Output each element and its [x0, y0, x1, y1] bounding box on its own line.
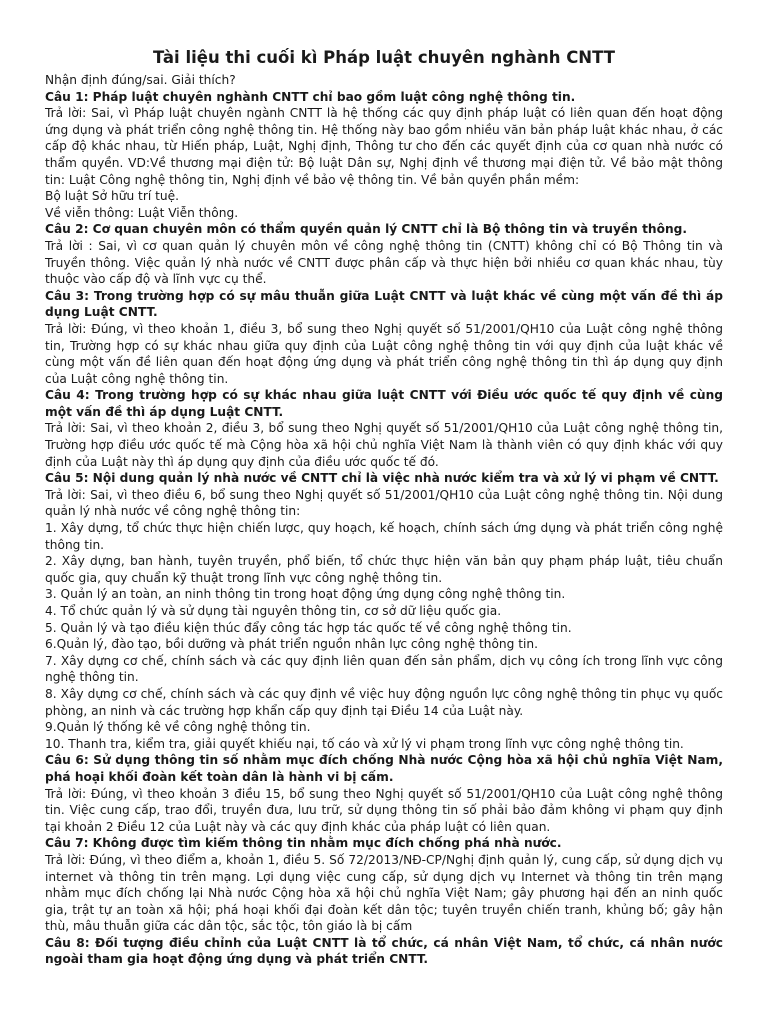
- answer-paragraph: 9.Quản lý thống kê về công nghệ thông tin.: [45, 720, 311, 735]
- answer-paragraph: 4. Tổ chức quản lý và sử dụng tài nguyên thông tin, cơ sở dữ liệu quốc gia.: [45, 604, 502, 618]
- answer-paragraph: 5. Quản lý và tạo điều kiện thúc đẩy công tác hợp tác quốc tế về công nghệ thông tin.: [45, 620, 572, 635]
- answer-paragraph: 10. Thanh tra, kiểm tra, giải quyết khiếu nại, tố cáo và xử lý vi phạm trong lĩnh vực công nghệ thông tin.: [45, 736, 684, 751]
- answer-paragraph: 1. Xây dựng, tổ chức thực hiện chiến lược, quy hoạch, kế hoạch, chính sách ứng dụng và phát triển công nghệ thông tin.: [45, 521, 723, 552]
- question-heading: Câu 1: Pháp luật chuyên nghành CNTT chỉ bao gồm luật công nghệ thông tin.: [45, 89, 576, 104]
- answer-paragraph: Trả lời: Đúng, vì theo khoản 1, điều 3, bổ sung theo Nghị quyết số 51/2001/QH10 của Luật công nghệ thông tin, Trường hợp có sự khác nhau giữa quy định của Luật công nghệ thông tin với quy định của luật khác về cùng một vấn đề liên quan đến hoạt động ứng dụng và phát triển công nghệ thông tin thì áp dụng quy định của Luật công nghệ thông tin.: [45, 321, 723, 386]
- answer-paragraph: Trả lời: Đúng, vì theo điểm a, khoản 1, điều 5. Số 72/2013/NĐ-CP/Nghị định quản lý, cung cấp, sử dụng dịch vụ internet và thông tin trên mạng. Lợi dụng việc cung cấp, sử dụng dịch vụ Internet và thông tin trên mạng nhằm mục đích chống lại Nhà nước Cộng hòa xã hội chủ nghĩa Việt Nam; gây phương hại đến an ninh quốc gia, trật tự an toàn xã hội; phá hoại khối đại đoàn kết dân tộc; tuyên truyền chiến tranh, khủng bố; gây hận thù, mâu thuẫn giữa các dân tộc, sắc tộc, tôn giáo là bị cấm: [45, 852, 723, 934]
- answer-paragraph: Trả lời : Sai, vì cơ quan quản lý chuyên môn về công nghệ thông tin (CNTT) không chỉ có Bộ Thông tin và Truyền thông. Việc quản lý nhà nước về CNTT được phân cấp và thực hiện bởi nhiều cơ quan khác nhau, tùy thuộc vào cấp độ và lĩnh vực cụ thể.: [45, 238, 723, 287]
- question-heading: Câu 5: Nội dung quản lý nhà nước về CNTT chỉ là việc nhà nước kiểm tra và xử lý vi phạm về CNTT.: [45, 471, 719, 486]
- answer-paragraph: 6.Quản lý, đào tạo, bồi dưỡng và phát triển nguồn nhân lực công nghệ thông tin.: [45, 637, 539, 652]
- question-heading: Câu 3: Trong trường hợp có sự mâu thuẫn giữa Luật CNTT và luật khác về cùng một vấn đề thì áp dụng Luật CNTT.: [45, 288, 723, 320]
- document-body: [45, 72, 723, 968]
- answer-paragraph: Trả lời: Sai, vì Pháp luật chuyên ngành CNTT là hệ thống các quy định pháp luật có liên quan đến hoạt động ứng dụng và phát triển công nghệ thông tin. Hệ thống này bao gồm nhiều văn bản pháp luật khác nhau, ở các cấp độ khác nhau, từ Hiến pháp, Luật, Nghị định, Thông tư cho đến các quyết định của cơ quan nhà nước có thẩm quyền. VD:Về thương mại điện tử: Bộ luật Dân sự, Nghị định về thương mại điện tử. Về bảo mật thông tin: Luật Công nghệ thông tin, Nghị định về bảo vệ thông tin. Về bản quyền phần mềm:: [45, 106, 723, 187]
- answer-paragraph: Trả lời: Sai, vì theo điều 6, bổ sung theo Nghị quyết số 51/2001/QH10 của Luật công nghệ thông tin. Nội dung quản lý nhà nước về công nghệ thông tin:: [45, 487, 723, 519]
- answer-paragraph: Trả lời: Đúng, vì theo khoản 3 điều 15, bổ sung theo Nghị quyết số 51/2001/QH10 của Luật công nghệ thông tin. Việc cung cấp, trao đổi, truyền đưa, lưu trữ, sử dụng thông tin số phải bảo đảm không vi phạm quy định tại khoản 2 Điều 12 của Luật này và các quy định khác của pháp luật có liên quan.: [45, 786, 723, 834]
- answer-paragraph: 8. Xây dựng cơ chế, chính sách và các quy định về việc huy động nguồn lực công nghệ thông tin phục vụ quốc phòng, an ninh và các trường hợp khẩn cấp quy định tại Điều 14 của Luật này.: [45, 686, 723, 718]
- question-heading: Câu 4: Trong trường hợp có sự khác nhau giữa luật CNTT với Điều ước quốc tế quy định về cùng một vấn đề thì áp dụng Luật CNTT.: [45, 388, 723, 419]
- answer-paragraph: 2. Xây dựng, ban hành, tuyên truyền, phổ biến, tổ chức thực hiện văn bản quy phạm pháp luật, tiêu chuẩn quốc gia, quy chuẩn kỹ thuật trong lĩnh vực công nghệ thông tin.: [45, 554, 723, 585]
- question-heading: Câu 7: Không được tìm kiếm thông tin nhằm mục đích chống phá nhà nước.: [45, 836, 562, 851]
- answer-paragraph: Trả lời: Sai, vì theo khoản 2, điều 3, bổ sung theo Nghị quyết số 51/2001/QH10 của Luật công nghệ thông tin, Trường hợp điều ước quốc tế mà Cộng hòa xã hội chủ nghĩa Việt Nam là thành viên có quy định khác với quy định của Luật này thì áp dụng quy định của điều ước quốc tế đó.: [45, 421, 723, 469]
- answer-paragraph: 3. Quản lý an toàn, an ninh thông tin trong hoạt động ứng dụng công nghệ thông tin.: [45, 587, 566, 602]
- answer-paragraph: 7. Xây dựng cơ chế, chính sách và các quy định liên quan đến sản phẩm, dịch vụ công ích trong lĩnh vực công nghệ thông tin.: [45, 653, 723, 685]
- question-heading: Câu 2: Cơ quan chuyên môn có thẩm quyền quản lý CNTT chỉ là Bộ thông tin và truyền thông.: [45, 222, 688, 237]
- question-heading: Câu 8: Đối tượng điều chỉnh của Luật CNTT là tổ chức, cá nhân Việt Nam, tổ chức, cá nhân nước ngoài tham gia hoạt động ứng dụng và phát triển CNTT.: [45, 935, 723, 967]
- document-title: Tài liệu thi cuối kì Pháp luật chuyên nghành CNTT: [152, 48, 616, 67]
- answer-paragraph: Nhận định đúng/sai. Giải thích?: [45, 73, 236, 87]
- answer-paragraph: Bộ luật Sở hữu trí tuệ.: [45, 189, 179, 204]
- question-heading: Câu 6: Sử dụng thông tin số nhằm mục đích chống Nhà nước Cộng hòa xã hội chủ nghĩa Việt Nam, phá hoại khối đoàn kết toàn dân là hành vi bị cấm.: [45, 753, 723, 784]
- answer-paragraph: Về viễn thông: Luật Viễn thông.: [45, 205, 239, 220]
